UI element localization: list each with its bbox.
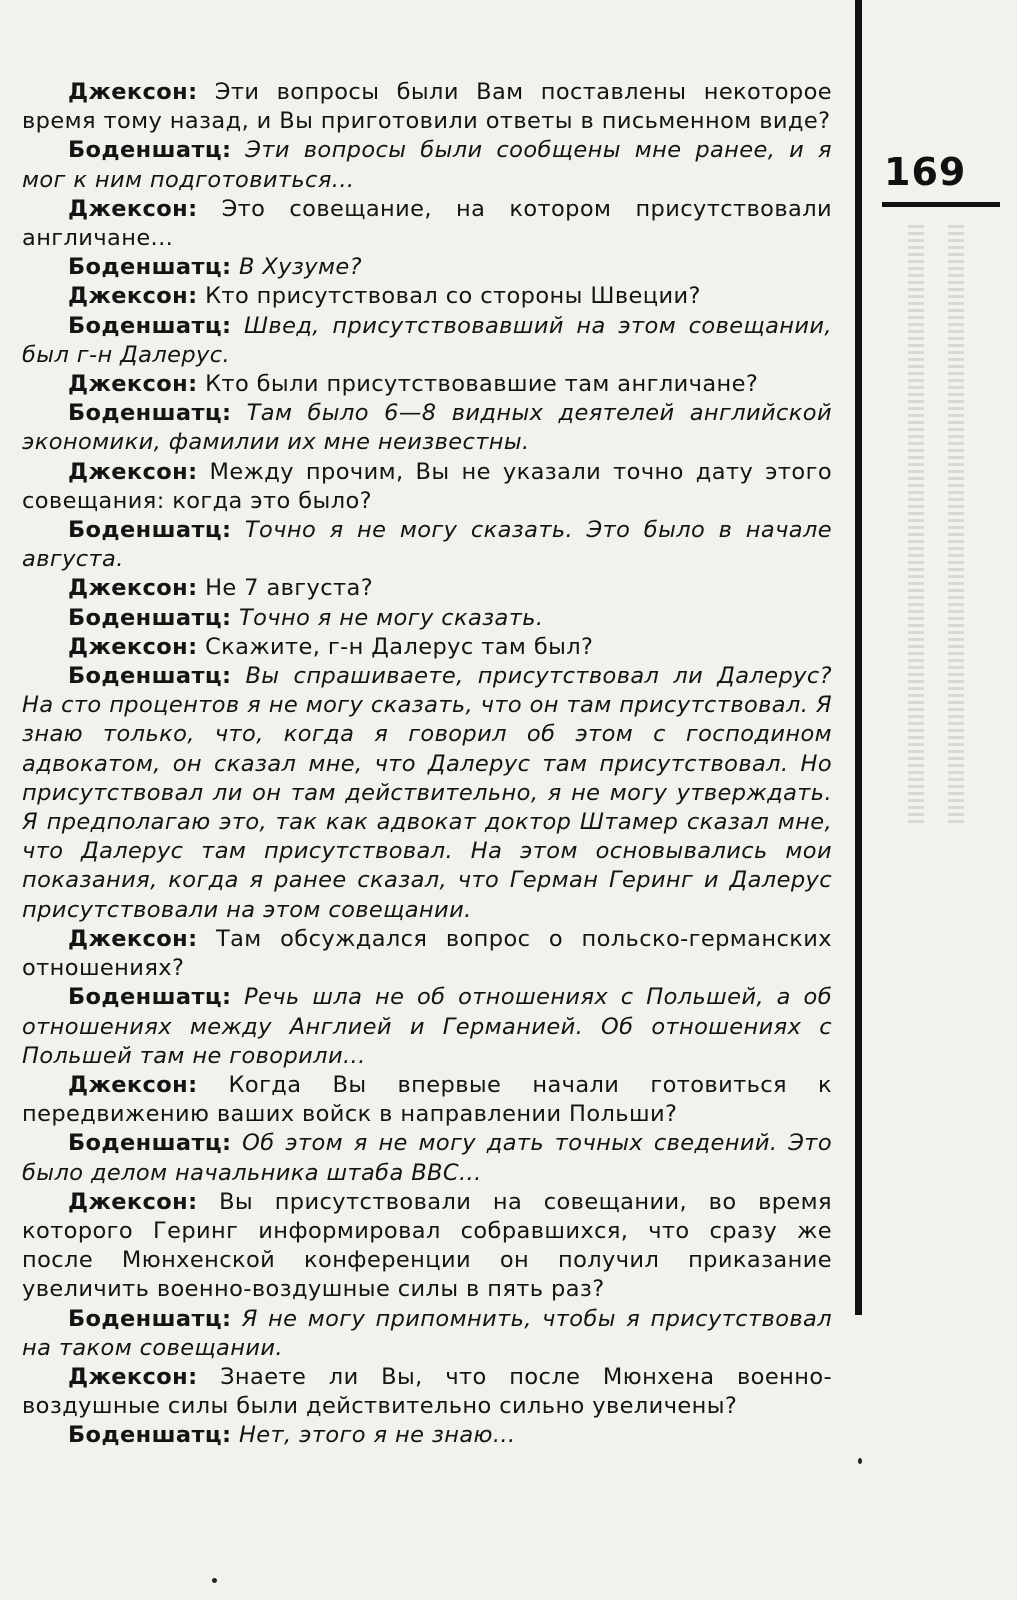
speaker-name: Джексон: [68, 1363, 198, 1390]
dialogue-line [22, 1305, 832, 1363]
dialogue-line [22, 370, 832, 399]
dialogue-line [22, 195, 832, 253]
page-number: 169 [884, 150, 967, 194]
speaker-name: Джексон: [68, 1071, 198, 1098]
dialogue-line [22, 1188, 832, 1305]
scan-speck [212, 1578, 217, 1583]
dialogue-line [22, 1071, 832, 1129]
utterance-text: Скажите, г-н Далерус там был? [205, 633, 594, 660]
speaker-name: Джексон: [68, 575, 198, 602]
utterance-text: Эти вопросы были сообщены мне ранее, и я мог к ним подготовиться... [22, 137, 832, 193]
speaker-name: Боденшатц: [68, 1305, 232, 1332]
dialogue-text [22, 78, 832, 1451]
dialogue-line [22, 1129, 832, 1187]
dialogue-line [22, 983, 832, 1071]
utterance-text: Вы спрашиваете, присутствовал ли Далерус? На сто процентов я не могу сказать, что он там присутствовал. Я знаю только, что, когда я говорил об этом с господином адвокатом, он сказал мне, что Далерус там присутствовал. Но присутствовал ли он там действительно, я не могу утверждать. Я предполагаю это, так как адвокат доктор Штамер сказал мне, что Далерус там присутствовал. На этом основывались мои показания, когда я ранее сказал, что Герман Геринг и Далерус присутствовали на этом совещании. [22, 663, 832, 923]
page-number-underline [882, 202, 1000, 207]
utterance-text: Не 7 августа? [205, 575, 374, 602]
scan-speck [858, 1458, 862, 1464]
margin-scan-artifact [908, 225, 924, 825]
dialogue-line [22, 312, 832, 370]
speaker-name: Джексон: [68, 371, 198, 398]
utterance-text: Кто присутствовал со стороны Швеции? [205, 283, 701, 310]
speaker-name: Джексон: [68, 79, 198, 105]
speaker-name: Боденшатц: [68, 312, 232, 339]
dialogue-line [22, 662, 832, 925]
vertical-margin-rule [855, 0, 862, 1315]
utterance-text: Это совещание, на котором присутствовали англичане... [22, 195, 833, 252]
margin-scan-artifact [948, 225, 964, 825]
speaker-name: Боденшатц: [68, 517, 232, 544]
speaker-name: Боденшатц: [68, 254, 232, 281]
speaker-name: Джексон: [68, 458, 198, 485]
dialogue-line [22, 78, 832, 136]
utterance-text: Знаете ли Вы, что после Мюнхена военно-воздушные силы были действительно сильно увеличены? [22, 1363, 832, 1420]
utterance-text: Швед, присутствовавший на этом совещании, был г-н Далерус. [22, 312, 832, 368]
dialogue-line [22, 574, 832, 603]
speaker-name: Боденшатц: [68, 400, 232, 427]
utterance-text: В Хузуме? [238, 254, 362, 281]
utterance-text: Там было 6—8 видных деятелей английской экономики, фамилии их мне неизвестны. [22, 400, 832, 456]
speaker-name: Боденшатц: [68, 663, 232, 690]
speaker-name: Боденшатц: [68, 1130, 232, 1157]
dialogue-line [22, 516, 832, 574]
utterance-text: Об этом я не могу дать точных сведений. Это было делом начальника штаба ВВС... [22, 1130, 832, 1186]
utterance-text: Нет, этого я не знаю... [238, 1422, 516, 1449]
dialogue-line [22, 458, 832, 516]
dialogue-line [22, 1363, 832, 1421]
utterance-text: Кто были присутствовавшие там англичане? [205, 371, 759, 398]
dialogue-line [22, 633, 832, 662]
speaker-name: Боденшатц: [68, 1422, 232, 1449]
utterance-text: Речь шла не об отношениях с Польшей, а об отношениях между Англией и Германией. Об отношениях с Польшей там не говорили... [22, 984, 832, 1069]
dialogue-line [22, 1421, 832, 1450]
speaker-name: Джексон: [68, 195, 198, 222]
utterance-text: Эти вопросы были Вам поставлены некоторое время тому назад, и Вы приготовили ответы в письменном виде? [22, 79, 832, 135]
utterance-text: Точно я не могу сказать. [238, 604, 544, 631]
speaker-name: Боденшатц: [68, 604, 232, 631]
utterance-text: Там обсуждался вопрос о польско-германских отношениях? [22, 925, 832, 982]
utterance-text: Когда Вы впервые начали готовиться к передвижению ваших войск в направлении Польши? [22, 1071, 832, 1128]
utterance-text: Точно я не могу сказать. Это было в начале августа. [22, 517, 832, 573]
utterance-text: Вы присутствовали на совещании, во время которого Геринг информировал собравшихся, что сразу же после Мюнхенской конференции он получил приказание увеличить военно-воздушные силы в пять раз? [22, 1188, 832, 1303]
speaker-name: Боденшатц: [68, 984, 232, 1011]
dialogue-line [22, 925, 832, 983]
dialogue-line [22, 282, 832, 311]
utterance-text: Между прочим, Вы не указали точно дату этого совещания: когда это было? [22, 458, 832, 514]
utterance-text: Я не могу припомнить, чтобы я присутствовал на таком совещании. [22, 1305, 832, 1361]
speaker-name: Боденшатц: [68, 137, 232, 164]
dialogue-line [22, 136, 832, 194]
dialogue-line [22, 253, 832, 282]
speaker-name: Джексон: [68, 283, 198, 310]
speaker-name: Джексон: [68, 925, 198, 952]
dialogue-line [22, 604, 832, 633]
dialogue-line [22, 399, 832, 457]
speaker-name: Джексон: [68, 1188, 198, 1215]
speaker-name: Джексон: [68, 633, 198, 660]
